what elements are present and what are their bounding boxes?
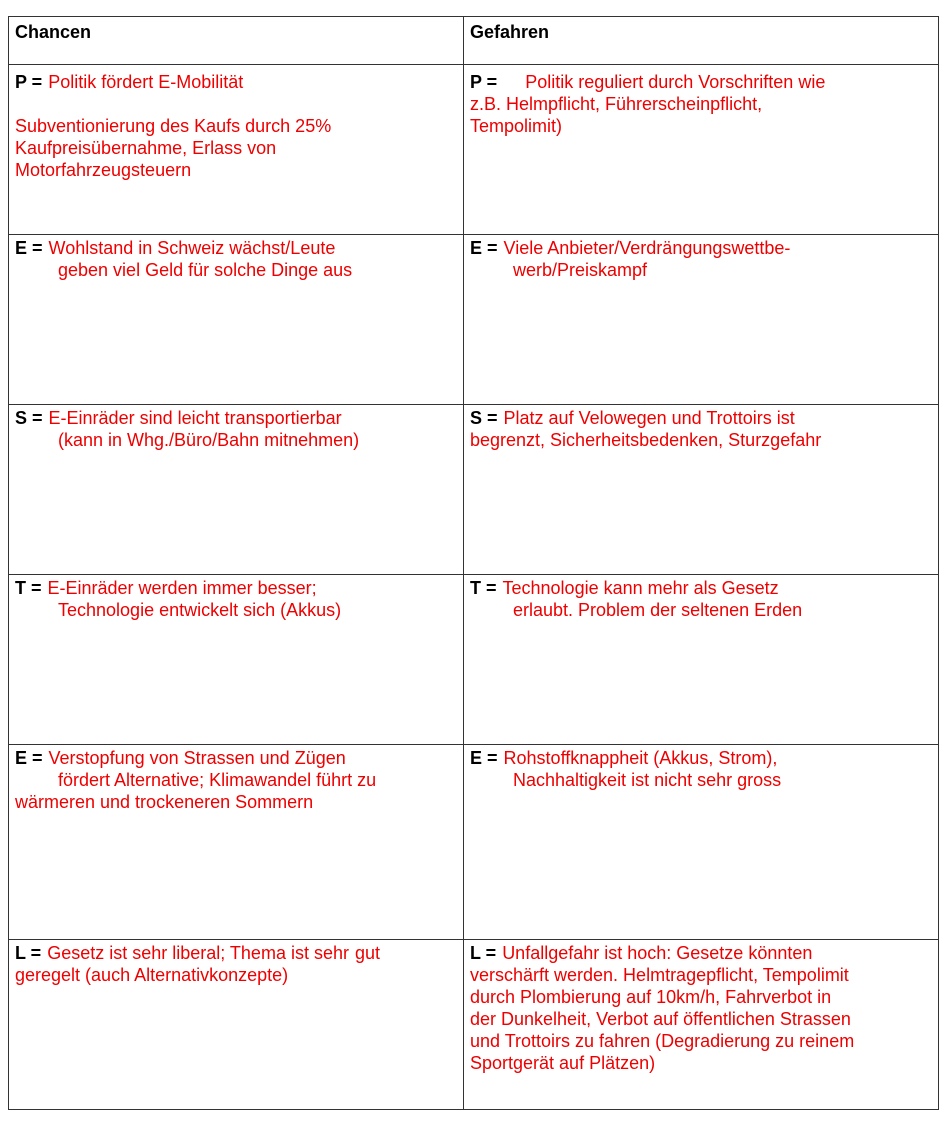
chance-text: E-Einräder sind leicht transportierbar [48,408,342,428]
table-row-politik [9,65,939,235]
row-prefix: L = [15,943,42,963]
row-prefix: T = [470,578,497,598]
danger-text: Platz auf Velowegen und Trottoirs ist [503,408,795,428]
chance-cell-politik [9,65,464,235]
chance-cell-technologie [9,575,464,745]
chancen-header: Chancen [9,17,464,65]
chance-cell-oekologie [9,745,464,940]
danger-line [470,577,934,599]
chance-line [15,747,459,769]
danger-cell-oekologie [464,745,939,940]
chance-text: geregelt (auch Alternativkonzepte) [15,965,289,985]
table-row-technologie [9,575,939,745]
danger-cell-sozial [464,405,939,575]
chance-text: Verstopfung von Strassen und Zügen [48,748,346,768]
danger-text: begrenzt, Sicherheitsbedenken, Sturzgefahr [470,430,822,450]
row-prefix: S = [470,408,498,428]
chance-text: Politik fördert E-Mobilität [48,72,244,92]
chance-line [15,942,459,964]
row-prefix: E = [470,238,498,258]
chance-line [15,407,459,429]
table-row-legal [9,940,939,1110]
chance-text: fördert Alternative; Klimawandel führt zu [58,770,377,790]
danger-text: verschärft werden. Helmtragepflicht, Tempolimit [470,965,849,985]
row-prefix: L = [470,943,497,963]
danger-text: Tempolimit) [470,116,563,136]
table-row-sozial [9,405,939,575]
chance-text: Subventionierung des Kaufs durch 25% [15,116,332,136]
row-prefix: E = [15,238,43,258]
chance-text: Motorfahrzeugsteuern [15,160,192,180]
danger-cell-legal [464,940,939,1110]
danger-text: werb/Preiskampf [513,260,648,280]
danger-cell-technologie [464,575,939,745]
danger-text: der Dunkelheit, Verbot auf öffentlichen Strassen [470,1009,851,1029]
danger-text: Sportgerät auf Plätzen) [470,1053,656,1073]
chance-cell-legal [9,940,464,1110]
danger-line [470,237,934,259]
danger-cell-politik [464,65,939,235]
chance-text: gut [354,943,380,963]
danger-line [470,747,934,769]
chance-line [15,577,459,599]
chance-line [15,71,459,93]
danger-text: Technologie kann mehr als Gesetz [502,578,779,598]
pestel-table [8,16,939,1110]
danger-text: z.B. Helmpflicht, Führerscheinpflicht, [470,94,763,114]
row-prefix: S = [15,408,43,428]
danger-text: und Trottoirs zu fahren (Degradierung zu reinem [470,1031,855,1051]
row-prefix: P = [470,72,498,92]
row-prefix: E = [15,748,43,768]
danger-cell-oekonomie [464,235,939,405]
chance-text: Gesetz ist sehr liberal; Thema ist sehr [47,943,349,963]
table-row-oekonomie [9,235,939,405]
chance-text: Kaufpreisübernahme, Erlass von [15,138,277,158]
chance-cell-sozial [9,405,464,575]
chance-text: geben viel Geld für solche Dinge aus [58,260,353,280]
chance-line [15,237,459,259]
danger-line [470,71,934,93]
chance-cell-oekonomie [9,235,464,405]
chance-text: Wohlstand in Schweiz wächst/Leute [48,238,336,258]
danger-text: Rohstoffknappheit (Akkus, Strom), [503,748,778,768]
danger-text: Unfallgefahr ist hoch: Gesetze könnten [502,943,813,963]
table-row-oekologie [9,745,939,940]
danger-text: Nachhaltigkeit ist nicht sehr gross [513,770,782,790]
row-prefix: E = [470,748,498,768]
chance-text: (kann in Whg./Büro/Bahn mitnehmen) [58,430,360,450]
danger-line [470,942,934,964]
chance-text: Technologie entwickelt sich (Akkus) [58,600,342,620]
danger-text: Politik reguliert durch Vorschriften wie [525,72,826,92]
gefahren-header: Gefahren [464,17,939,65]
danger-text: erlaubt. Problem der seltenen Erden [513,600,803,620]
header-row [9,17,939,65]
chance-text: E-Einräder werden immer besser; [47,578,317,598]
row-prefix: T = [15,578,42,598]
danger-text: Viele Anbieter/Verdrängungswettbe- [503,238,791,258]
danger-line [470,407,934,429]
danger-text: durch Plombierung auf 10km/h, Fahrverbot in [470,987,832,1007]
chance-text: wärmeren und trockeneren Sommern [15,792,314,812]
row-prefix: P = [15,72,43,92]
